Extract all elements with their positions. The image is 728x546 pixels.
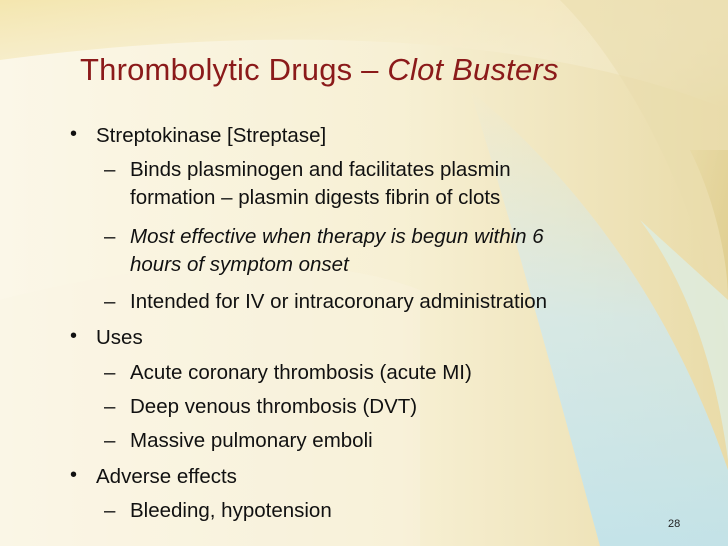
slide-title-main: Thrombolytic Drugs – [80, 52, 388, 87]
sub-item-text: Bleeding, hypotension [130, 499, 332, 522]
bullet-marker: • [70, 325, 78, 347]
bullet-text: Adverse effects [96, 465, 237, 488]
dash-marker: – [104, 290, 116, 313]
dash-marker: – [104, 429, 116, 452]
sub-item-text: Binds plasminogen and facilitates plasmin [130, 158, 511, 181]
sub-item-text: Most effective when therapy is begun within 6 [130, 225, 544, 248]
dash-marker: – [104, 225, 116, 248]
bullet-marker: • [70, 464, 78, 486]
sub-item-text: Intended for IV or intracoronary administration [130, 290, 548, 313]
bullet-text: Uses [96, 326, 143, 349]
dash-marker: – [104, 158, 116, 181]
page-number: 28 [668, 518, 681, 530]
sub-item-text: hours of symptom onset [130, 253, 349, 276]
sub-item-text: formation – plasmin digests fibrin of clots [130, 186, 501, 209]
dash-marker: – [104, 499, 116, 522]
bullet-marker: • [70, 123, 78, 145]
sub-item-text: Deep venous thrombosis (DVT) [130, 395, 418, 418]
dash-marker: – [104, 361, 116, 384]
bullet-text: Streptokinase [Streptase] [96, 124, 327, 147]
slide-title-emphasis: Clot Busters [387, 52, 559, 87]
sub-item-text: Acute coronary thrombosis (acute MI) [130, 361, 472, 384]
dash-marker: – [104, 395, 116, 418]
sub-item-text: Massive pulmonary emboli [130, 429, 373, 452]
